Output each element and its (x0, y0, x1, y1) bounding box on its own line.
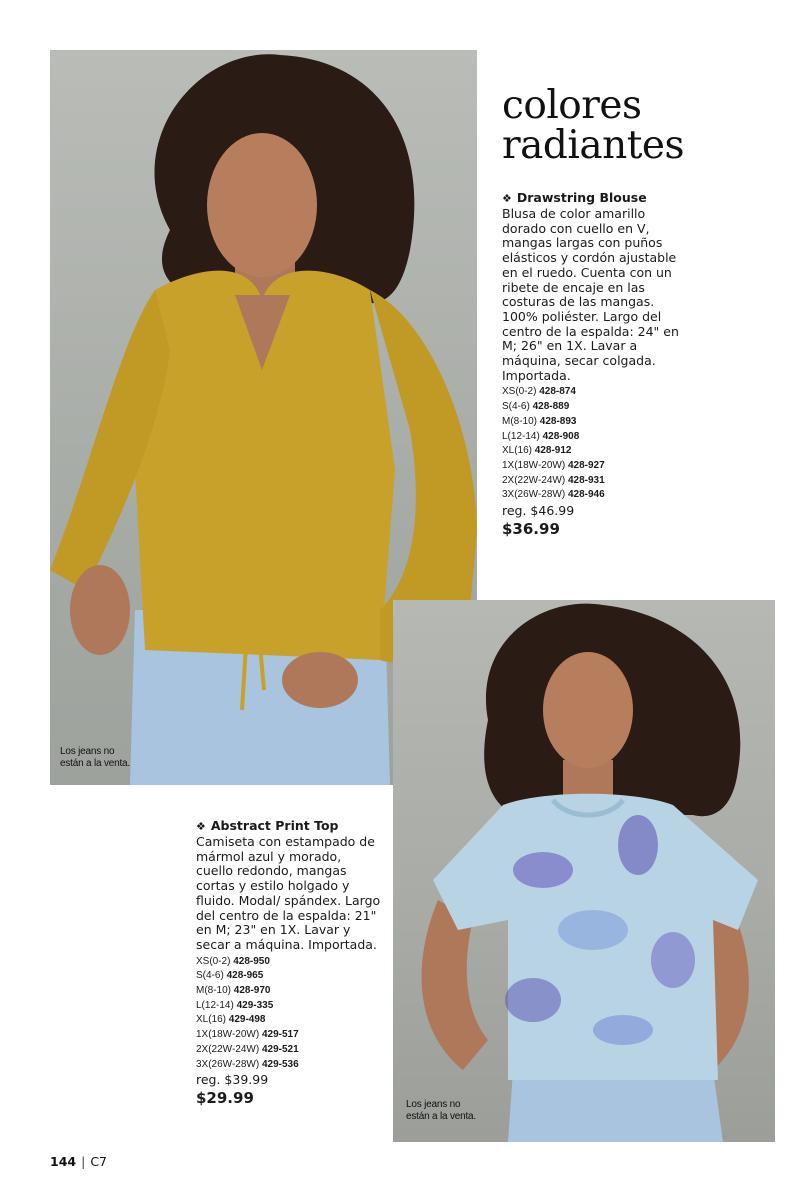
size-row: M(8-10) 428-893 (502, 415, 577, 427)
product-photo-abstract-print-top (393, 600, 775, 1142)
model-print-top-illustration (393, 600, 775, 1142)
sale-price: $29.99 (196, 1089, 254, 1108)
size-list (502, 385, 687, 503)
regular-price: reg. $46.99 (502, 503, 575, 519)
size-list (196, 955, 381, 1073)
page-number: 144 (50, 1154, 77, 1169)
jeans-not-for-sale-caption: Los jeans no están a la venta. (406, 1099, 476, 1122)
product-block-drawstring-blouse (502, 190, 687, 540)
regular-price: reg. $39.99 (196, 1072, 269, 1088)
page-headline: colores radiantes (502, 83, 684, 168)
jeans-not-for-sale-caption: Los jeans no están a la venta. (60, 746, 130, 769)
size-row: 2X(22W-24W) 429-521 (196, 1043, 299, 1055)
product-block-abstract-print-top (196, 818, 381, 1109)
page-footer (50, 1154, 107, 1169)
product-description: Blusa de color amarillo dorado con cuello en V, mangas largas con puños elásticos y cordón ajustable en el ruedo. Cuenta con un ribete de encaje en las costuras de las mangas. 100% poliéster. Largo del centro de la espalda: 24" en M; 26" en 1X. Lavar a máquina, secar colgada. Importada. (502, 206, 679, 383)
product-name: ❖ Abstract Print Top (196, 818, 339, 833)
size-row: XL(16) 428-912 (502, 445, 572, 457)
size-row: 2X(22W-24W) 428-931 (502, 474, 605, 486)
sale-price: $36.99 (502, 520, 560, 539)
size-row: 3X(26W-28W) 429-536 (196, 1058, 299, 1070)
product-description: Camiseta con estampado de mármol azul y morado, cuello redondo, mangas cortas y estilo holgado y fluido. Modal/ spándex. Largo del centro de la espalda: 21" en M; 23" en 1X. Lavar y secar a máquina. Importada. (196, 834, 381, 952)
size-row: XL(16) 429-498 (196, 1014, 266, 1026)
size-row: L(12-14) 429-335 (196, 999, 274, 1011)
footer-separator: | (81, 1154, 86, 1169)
size-row: M(8-10) 428-970 (196, 985, 271, 997)
size-row: 3X(26W-28W) 428-946 (502, 489, 605, 501)
size-row: 1X(18W-20W) 428-927 (502, 459, 605, 471)
size-row: XS(0-2) 428-950 (196, 955, 270, 967)
size-row: XS(0-2) 428-874 (502, 386, 576, 398)
size-row: L(12-14) 428-908 (502, 430, 580, 442)
size-row: S(4-6) 428-889 (502, 401, 570, 413)
size-row: S(4-6) 428-965 (196, 970, 264, 982)
catalog-code: C7 (90, 1154, 107, 1169)
bullet-icon: ❖ (502, 192, 512, 205)
bullet-icon: ❖ (196, 820, 206, 833)
product-name: ❖ Drawstring Blouse (502, 190, 647, 205)
size-row: 1X(18W-20W) 429-517 (196, 1029, 299, 1041)
